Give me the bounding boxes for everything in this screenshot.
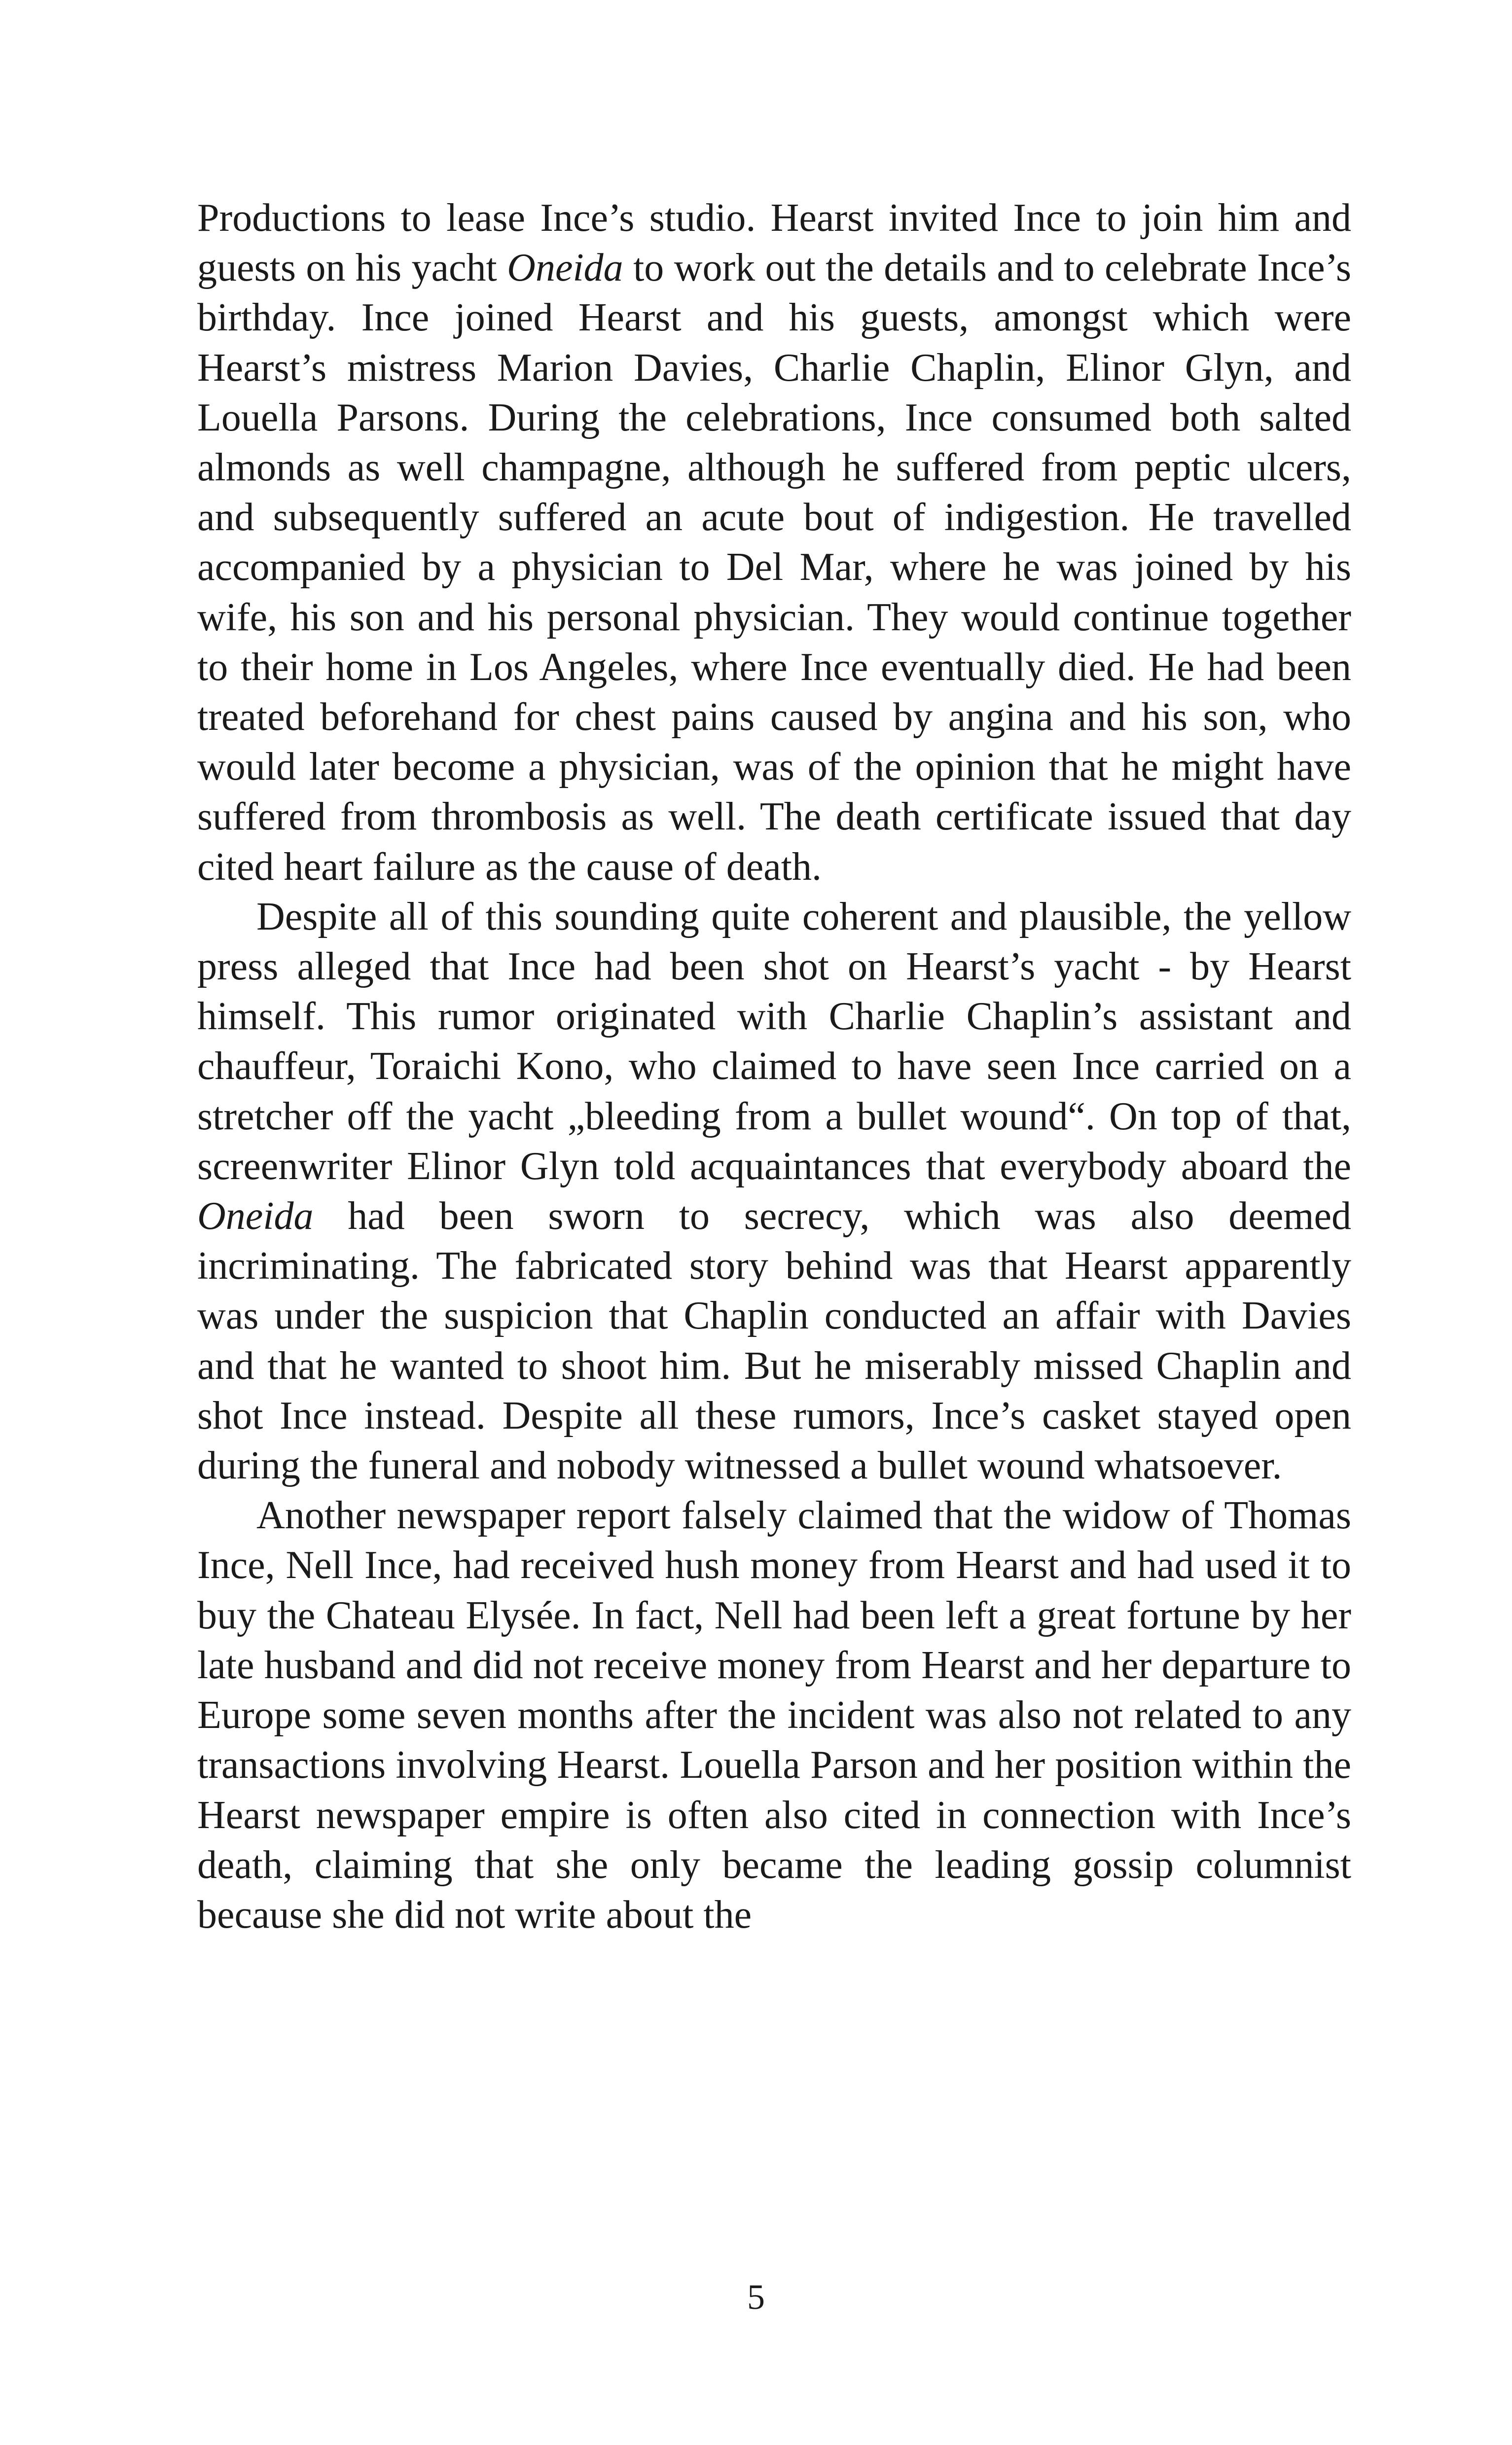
paragraph-1-text-a: Productions to lease Ince’s studio. Hearst invited Ince to join him and guests on his yacht [197,196,1351,290]
paragraph-2 [197,892,1351,1491]
page-number: 5 [747,2277,765,2317]
paragraph-1-italic-yacht-name: Oneida [507,246,623,290]
paragraph-3: Another newspaper report falsely claimed that the widow of Thomas Ince, Nell Ince, had received hush money from Hearst and had used it to buy the Chateau Elysée. In fact, Nell had been left a great fortune by her late husband and did not receive money from Hearst and her departure to Europe some seven months after the incident was also not related to any transactions involving Hearst. Louella Parson and her position within the Hearst newspaper empire is often also cited in connection with Ince’s death, claiming that she only became the leading gossip columnist because she did not write about the [197,1494,1351,1937]
paragraph-2-text-a: Despite all of this sounding quite coherent and plausible, the yellow press alleged that Ince had been shot on Hearst’s yacht - by Hearst himself. This rumor originated with Charlie Chaplin’s assistant and chauffeur, Toraichi Kono, who claimed to have seen Ince carried on a stretcher off the yacht „bleeding from a bullet wound“. On top of that, screenwriter Elinor Glyn told acquaintances that everybody aboard the [197,895,1351,1188]
paragraph-2-text-b: had been sworn to secrecy, which was also deemed incriminating. The fabricated story behind was that Hearst apparently was under the suspicion that Chaplin conducted an affair with Davies and that he wanted to shoot him. But he miserably missed Chaplin and shot Ince instead. Despite all these rumors, Ince’s casket stayed open during the funeral and nobody witnessed a bullet wound whatsoever. [197,1194,1351,1488]
paragraph-1 [197,193,1351,892]
paragraph-2-italic-yacht-name: Oneida [197,1194,314,1238]
paragraph-1-text-b: to work out the details and to celebrate Ince’s birthday. Ince joined Hearst and his guests, amongst which were Hearst’s mistress Marion Davies, Charlie Chaplin, Elinor Glyn, and Louella Parsons. During the celebrations, Ince consumed both salted almonds as well champagne, although he suffered from peptic ulcers, and subsequently suffered an acute bout of indigestion. He travelled accompanied by a physician to Del Mar, where he was joined by his wife, his son and his personal physician. They would continue together to their home in Los Angeles, where Ince eventually died. He had been treated beforehand for chest pains caused by angina and his son, who would later become a physician, was of the opinion that he might have suffered from thrombosis as well. The death certificate issued that day cited heart failure as the cause of death. [197,246,1352,889]
body-text [197,193,1351,1940]
